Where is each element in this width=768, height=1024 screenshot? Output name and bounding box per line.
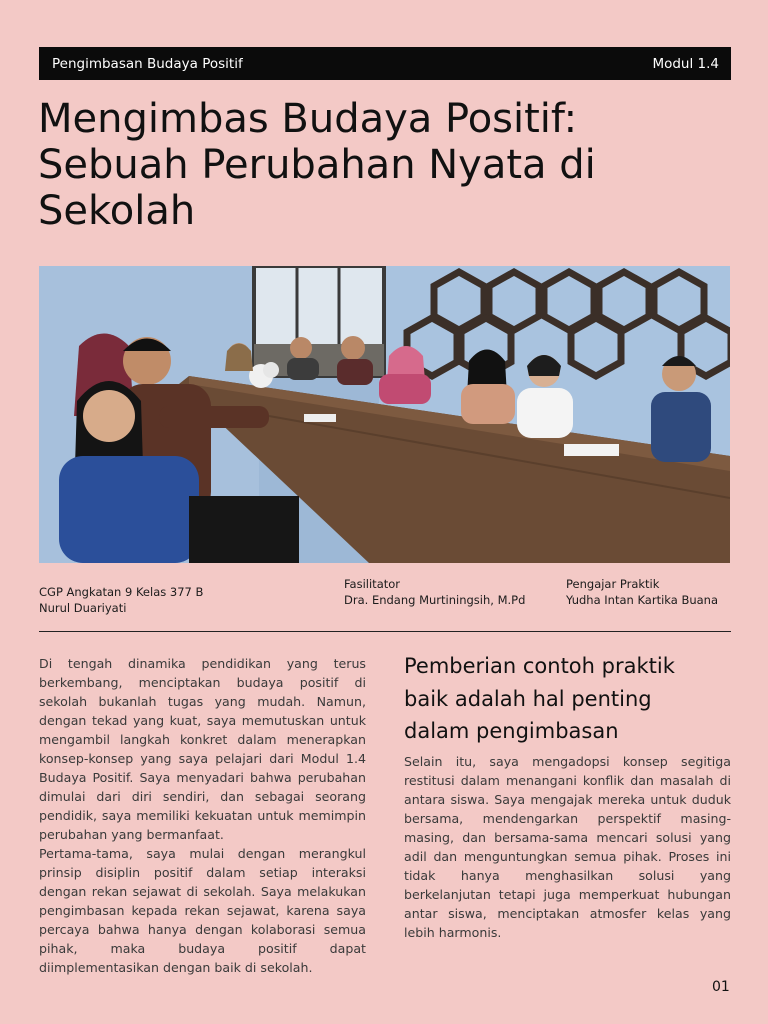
module-label: Modul 1.4	[652, 55, 719, 72]
body-left-column	[39, 654, 366, 977]
facilitator-label: Fasilitator	[344, 577, 401, 591]
pull-quote-line: baik adalah hal penting	[404, 686, 652, 711]
body-paragraph: Pertama-tama, saya mulai dengan merangkul prinsip disiplin positif dalam setiap interaksi dengan rekan sejawat di sekolah. Saya melakukan pengimbasan kepada rekan sejawat, karena saya percaya bahwa hanya dengan kolaborasi semua pihak, maka budaya positif dapat diimplementasikan dengan baik di sekolah.	[39, 846, 366, 975]
divider	[39, 631, 731, 632]
author-name: Nurul Duariyati	[39, 601, 127, 615]
body-paragraph: Di tengah dinamika pendidikan yang terus berkembang, menciptakan budaya positif di sekolah bukanlah tugas yang mudah. Namun, dengan tekad yang kuat, saya memutuskan untuk mengambil langkah konkret dalam menerapkan konsep-konsep yang saya pelajari dari Modul 1.4 Budaya Positif. Saya menyadari bahwa perubahan dimulai dari diri sendiri, dan sebagai seorang pendidik, saya memiliki kekuatan untuk memimpin perubahan yang bermanfaat.	[39, 656, 366, 842]
meeting-photo	[39, 266, 730, 563]
instructor-name: Yudha Intan Kartika Buana	[566, 593, 719, 607]
facilitator-name: Dra. Endang Murtiningsih, M.Pd	[344, 593, 526, 607]
author-credit	[39, 584, 203, 616]
author-class: CGP Angkatan 9 Kelas 377 B	[39, 585, 204, 599]
instructor-credit	[566, 576, 718, 608]
page-number: 01	[712, 979, 730, 995]
pull-quote	[404, 650, 734, 748]
pull-quote-line: Pemberian contoh praktik	[404, 654, 675, 678]
article-title	[38, 96, 728, 234]
section-label: Pengimbasan Budaya Positif	[52, 55, 243, 72]
body-right-column	[404, 752, 731, 942]
title-line: Sebuah Perubahan Nyata di	[38, 142, 596, 188]
pull-quote-line: dalam pengimbasan	[404, 719, 619, 743]
title-line: Sekolah	[38, 188, 196, 234]
instructor-label: Pengajar Praktik	[566, 577, 660, 591]
facilitator-credit	[344, 576, 525, 608]
body-paragraph: Selain itu, saya mengadopsi konsep segitiga restitusi dalam menangani konflik dan masalah di antara siswa. Saya mengajak mereka untuk duduk bersama, mendengarkan perspektif masing-masing, dan bersama-sama mencari solusi yang adil dan menguntungkan semua pihak. Proses ini tidak hanya menghasilkan solusi yang berkelanjutan tetapi juga memperkuat hubungan antar siswa, menciptakan atmosfer kelas yang lebih harmonis.	[404, 754, 731, 940]
title-line: Mengimbas Budaya Positif:	[38, 96, 578, 142]
header-bar	[39, 47, 731, 80]
